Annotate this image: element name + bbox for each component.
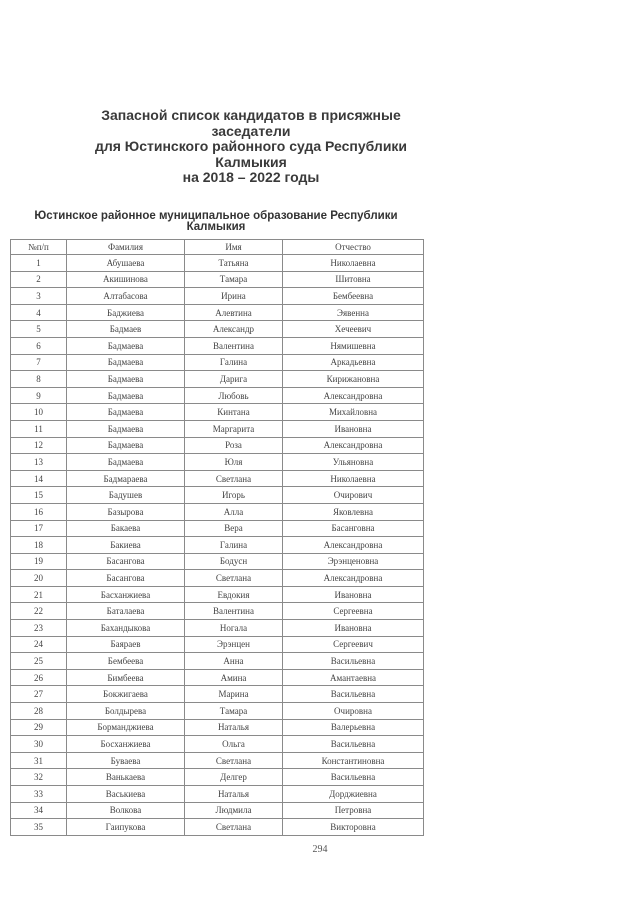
cell-patronymic: Бембеевна [283,288,424,305]
header-patronymic: Отчество [283,240,424,255]
cell-surname: Басангова [67,553,185,570]
cell-patronymic: Очирович [283,487,424,504]
cell-first-name: Ольга [185,736,283,753]
cell-surname: Бадмаева [67,420,185,437]
table-row [11,454,424,471]
cell-patronymic: Александровна [283,537,424,554]
cell-first-name: Вера [185,520,283,537]
table-row [11,354,424,371]
cell-patronymic: Валерьевна [283,719,424,736]
cell-surname: Баяраев [67,636,185,653]
cell-surname: Басханжиева [67,586,185,603]
cell-surname: Бембеева [67,653,185,670]
cell-first-name: Амина [185,669,283,686]
table-row [11,487,424,504]
cell-surname: Гаипукова [67,819,185,836]
cell-first-name: Любовь [185,387,283,404]
cell-surname: Бадмаева [67,404,185,421]
cell-patronymic: Михайловна [283,404,424,421]
cell-patronymic: Викторовна [283,819,424,836]
cell-number: 29 [11,719,67,736]
cell-number: 15 [11,487,67,504]
cell-surname: Бадушев [67,487,185,504]
cell-number: 23 [11,620,67,637]
cell-first-name: Светлана [185,752,283,769]
cell-patronymic: Васильевна [283,769,424,786]
cell-number: 16 [11,503,67,520]
cell-surname: Ванькаева [67,769,185,786]
cell-first-name: Светлана [185,470,283,487]
cell-number: 21 [11,586,67,603]
cell-patronymic: Ульяновна [283,454,424,471]
cell-patronymic: Ивановна [283,620,424,637]
cell-surname: Абушаева [67,255,185,272]
cell-surname: Акишинова [67,271,185,288]
cell-number: 25 [11,653,67,670]
cell-first-name: Ирина [185,288,283,305]
cell-patronymic: Шитовна [283,271,424,288]
cell-number: 11 [11,420,67,437]
cell-first-name: Наталья [185,786,283,803]
table-row [11,520,424,537]
cell-surname: Васькиева [67,786,185,803]
cell-first-name: Тамара [185,703,283,720]
cell-surname: Бокжигаева [67,686,185,703]
cell-surname: Бакиева [67,537,185,554]
cell-surname: Бадмаева [67,454,185,471]
cell-patronymic: Яковлевна [283,503,424,520]
cell-patronymic: Александровна [283,570,424,587]
cell-patronymic: Петровна [283,802,424,819]
cell-number: 3 [11,288,67,305]
cell-first-name: Игорь [185,487,283,504]
cell-surname: Бахандыкова [67,620,185,637]
table-row [11,420,424,437]
cell-number: 20 [11,570,67,587]
table-row [11,819,424,836]
title-line: Калмыкия [215,153,287,170]
table-row [11,703,424,720]
table-row [11,786,424,803]
cell-first-name: Эрэнцен [185,636,283,653]
cell-first-name: Галина [185,354,283,371]
cell-surname: Бадмаева [67,387,185,404]
cell-surname: Басангова [67,570,185,587]
title-line: Запасной список кандидатов в присяжные [101,107,401,123]
cell-number: 9 [11,387,67,404]
cell-patronymic: Александровна [283,387,424,404]
cell-number: 6 [11,337,67,354]
cell-number: 1 [11,255,67,272]
cell-patronymic: Нямишевна [283,337,424,354]
cell-number: 8 [11,371,67,388]
cell-first-name: Евдокия [185,586,283,603]
cell-patronymic: Аркадьевна [283,354,424,371]
cell-surname: Бадмаева [67,337,185,354]
title-line: заседатели [211,122,291,139]
subtitle-line: Юстинское районное муниципальное образование Республики [34,210,398,222]
cell-number: 33 [11,786,67,803]
table-row [11,603,424,620]
cell-surname: Бимбеева [67,669,185,686]
cell-number: 2 [11,271,67,288]
cell-surname: Борманджиева [67,719,185,736]
header-surname: Фамилия [67,240,185,255]
table-row [11,802,424,819]
cell-first-name: Роза [185,437,283,454]
table-row [11,371,424,388]
cell-patronymic: Васильевна [283,736,424,753]
table-row [11,636,424,653]
candidates-table [10,239,424,836]
cell-first-name: Анна [185,653,283,670]
cell-number: 26 [11,669,67,686]
table-row [11,736,424,753]
table-row [11,653,424,670]
cell-patronymic: Сергеевич [283,636,424,653]
cell-patronymic: Очировна [283,703,424,720]
table-row [11,321,424,338]
cell-surname: Базырова [67,503,185,520]
cell-number: 27 [11,686,67,703]
cell-number: 4 [11,304,67,321]
cell-number: 12 [11,437,67,454]
cell-surname: Босханжиева [67,736,185,753]
cell-first-name: Маргарита [185,420,283,437]
document-title [60,108,442,186]
table-row [11,288,424,305]
cell-number: 24 [11,636,67,653]
cell-number: 5 [11,321,67,338]
table-row [11,271,424,288]
cell-first-name: Людмила [185,802,283,819]
cell-first-name: Дарига [185,371,283,388]
cell-surname: Буваева [67,752,185,769]
title-line: на 2018 – 2022 годы [182,169,320,185]
cell-first-name: Ногала [185,620,283,637]
cell-patronymic: Эрэнценовна [283,553,424,570]
cell-number: 34 [11,802,67,819]
cell-patronymic: Ивановна [283,420,424,437]
cell-number: 17 [11,520,67,537]
table-row [11,255,424,272]
table-row [11,404,424,421]
cell-number: 35 [11,819,67,836]
cell-patronymic: Сергеевна [283,603,424,620]
cell-patronymic: Николаевна [283,470,424,487]
cell-surname: Бакаева [67,520,185,537]
cell-surname: Бадмаева [67,354,185,371]
cell-number: 7 [11,354,67,371]
table-row [11,620,424,637]
cell-first-name: Бодусн [185,553,283,570]
cell-number: 13 [11,454,67,471]
cell-surname: Баталаева [67,603,185,620]
cell-first-name: Алла [185,503,283,520]
cell-patronymic: Ивановна [283,586,424,603]
table-row [11,470,424,487]
cell-first-name: Наталья [185,719,283,736]
cell-surname: Алтабасова [67,288,185,305]
table-row [11,586,424,603]
cell-surname: Волкова [67,802,185,819]
cell-number: 22 [11,603,67,620]
cell-first-name: Галина [185,537,283,554]
table-body [11,255,424,836]
title-line: для Юстинского районного суда Республики [94,138,408,154]
cell-number: 10 [11,404,67,421]
cell-surname: Бадмараева [67,470,185,487]
table-row [11,669,424,686]
cell-patronymic: Хечеевич [283,321,424,338]
header-number: №п/п [11,240,67,255]
table-row [11,437,424,454]
cell-surname: Бадмаев [67,321,185,338]
table-row [11,686,424,703]
cell-patronymic: Дорджиевна [283,786,424,803]
cell-number: 19 [11,553,67,570]
cell-first-name: Александр [185,321,283,338]
table-row [11,503,424,520]
cell-number: 14 [11,470,67,487]
table-header-row [11,240,424,255]
cell-first-name: Валентина [185,337,283,354]
cell-first-name: Алевтина [185,304,283,321]
cell-number: 31 [11,752,67,769]
cell-patronymic: Александровна [283,437,424,454]
cell-first-name: Марина [185,686,283,703]
cell-first-name: Юля [185,454,283,471]
cell-first-name: Делгер [185,769,283,786]
table-row [11,304,424,321]
table-row [11,337,424,354]
cell-patronymic: Константиновна [283,752,424,769]
cell-surname: Бадмаева [67,437,185,454]
cell-first-name: Светлана [185,819,283,836]
subtitle-line: Калмыкия [186,221,246,233]
cell-number: 30 [11,736,67,753]
cell-first-name: Тамара [185,271,283,288]
cell-surname: Баджиева [67,304,185,321]
municipality-heading [6,211,426,233]
cell-patronymic: Басанговна [283,520,424,537]
cell-number: 32 [11,769,67,786]
cell-first-name: Татьяна [185,255,283,272]
cell-patronymic: Васильевна [283,653,424,670]
cell-patronymic: Николаевна [283,255,424,272]
table-row [11,537,424,554]
cell-number: 18 [11,537,67,554]
page-number: 294 [312,844,328,855]
cell-surname: Болдырева [67,703,185,720]
table-row [11,570,424,587]
table-row [11,719,424,736]
cell-patronymic: Амантаевна [283,669,424,686]
header-first-name: Имя [185,240,283,255]
table-row [11,387,424,404]
cell-first-name: Валентина [185,603,283,620]
cell-surname: Бадмаева [67,371,185,388]
table-row [11,752,424,769]
table-row [11,553,424,570]
cell-first-name: Светлана [185,570,283,587]
cell-first-name: Кинтана [185,404,283,421]
table-row [11,769,424,786]
cell-patronymic: Эявенна [283,304,424,321]
cell-number: 28 [11,703,67,720]
cell-patronymic: Васильевна [283,686,424,703]
cell-patronymic: Кирижановна [283,371,424,388]
